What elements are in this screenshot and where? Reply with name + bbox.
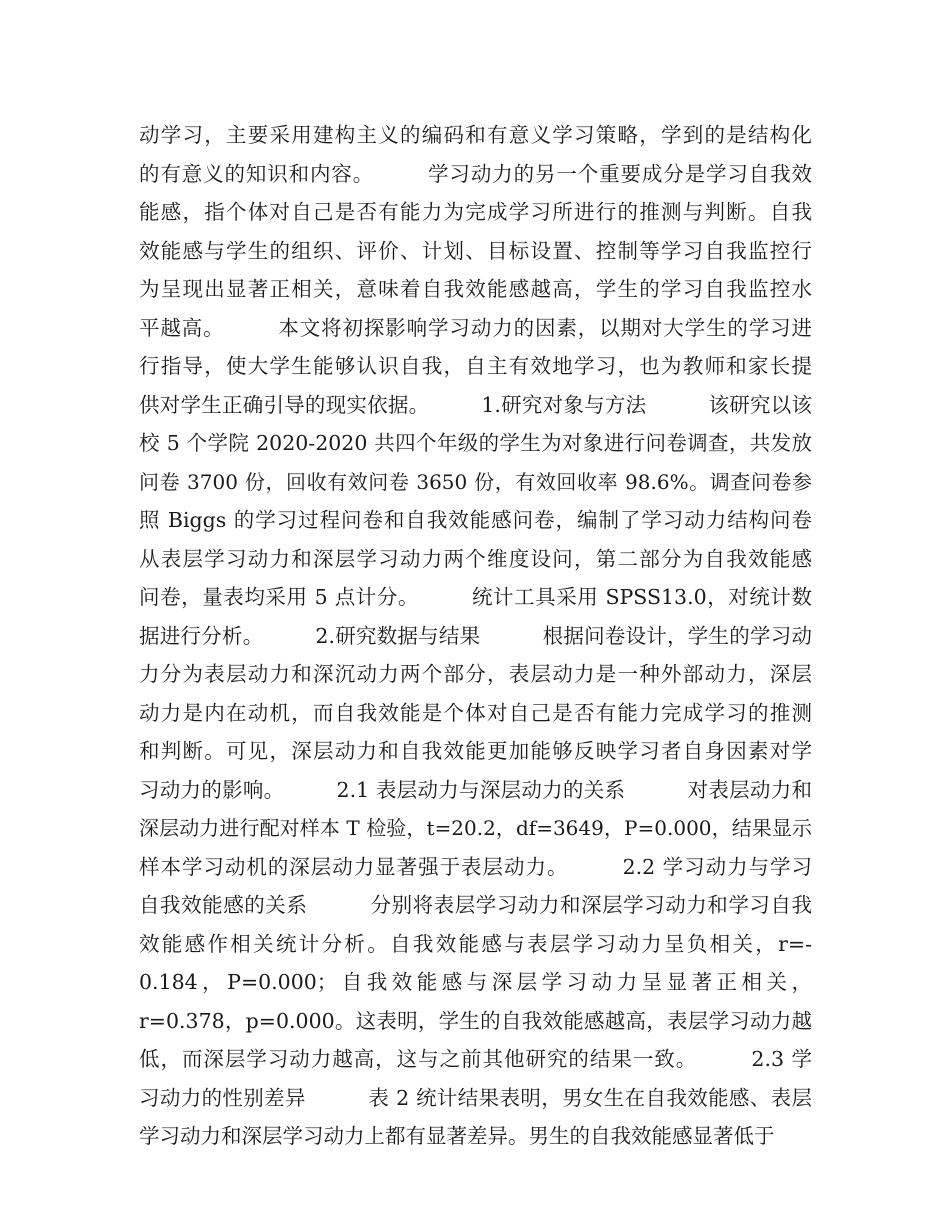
text-line: 供对学生正确引导的现实依据。 1.研究对象与方法 该研究以该 xyxy=(139,392,812,417)
text-line: 深层动力进行配对样本 T 检验，t=20.2，df=3649，P=0.000，结果显示 xyxy=(139,816,812,840)
text-line: 力分为表层动力和深沉动力两个部分，表层动力是一种外部动力，深层 xyxy=(139,662,812,686)
text-line: r=0.378，p=0.000。这表明，学生的自我效能感越高，表层学习动力越 xyxy=(139,1008,812,1033)
text-line: 0.184，P=0.000；自我效能感与深层学习动力呈显著正相关， xyxy=(139,970,812,994)
text-line: 照 Biggs 的学习过程问卷和自我效能感问卷，编制了学习动力结构问卷 xyxy=(139,508,812,532)
body-text xyxy=(139,116,812,1156)
text-line: 动力是内在动机，而自我效能是个体对自己是否有能力完成学习的推测 xyxy=(139,700,812,725)
text-line: 样本学习动机的深层动力显著强于表层动力。 2.2 学习动力与学习 xyxy=(139,854,812,879)
text-line: 效能感作相关统计分析。自我效能感与表层学习动力呈负相关，r=- xyxy=(139,931,812,956)
text-line: 为呈现出显著正相关，意味着自我效能感越高，学生的学习自我监控水 xyxy=(139,277,812,301)
text-line: 行指导，使大学生能够认识自我，自主有效地学习，也为教师和家长提 xyxy=(139,354,812,378)
text-line: 校 5 个学院 2020-2020 共四个年级的学生为对象进行问卷调查，共发放 xyxy=(139,431,812,455)
text-line: 据进行分析。 2.研究数据与结果 根据问卷设计，学生的学习动 xyxy=(139,623,812,648)
text-line: 习动力的性别差异 表 2 统计结果表明，男女生在自我效能感、表层 xyxy=(139,1085,812,1110)
text-line: 动学习，主要采用建构主义的编码和有意义学习策略，学到的是结构化 xyxy=(139,123,812,147)
text-line: 低，而深层学习动力越高，这与之前其他研究的结果一致。 2.3 学 xyxy=(139,1047,812,1071)
text-line: 学习动力和深层学习动力上都有显著差异。男生的自我效能感显著低于 xyxy=(139,1124,775,1148)
text-line: 效能感与学生的组织、评价、计划、目标设置、控制等学习自我监控行 xyxy=(139,238,812,263)
text-line: 习动力的影响。 2.1 表层动力与深层动力的关系 对表层动力和 xyxy=(139,777,812,802)
text-line: 能感，指个体对自己是否有能力为完成学习所进行的推测与判断。自我 xyxy=(139,200,812,224)
text-line: 和判断。可见，深层动力和自我效能更加能够反映学习者自身因素对学 xyxy=(139,739,812,763)
text-line: 从表层学习动力和深层学习动力两个维度设问，第二部分为自我效能感 xyxy=(139,546,812,571)
text-line: 自我效能感的关系 分别将表层学习动力和深层学习动力和学习自我 xyxy=(139,893,812,917)
text-line: 平越高。 本文将初探影响学习动力的因素，以期对大学生的学习进 xyxy=(139,315,812,340)
text-line: 问卷 3700 份，回收有效问卷 3650 份，有效回收率 98.6%。调查问卷参 xyxy=(139,469,812,494)
text-line: 的有意义的知识和内容。 学习动力的另一个重要成分是学习自我效 xyxy=(139,161,812,186)
text-line: 问卷，量表均采用 5 点计分。 统计工具采用 SPSS13.0，对统计数 xyxy=(139,585,812,609)
